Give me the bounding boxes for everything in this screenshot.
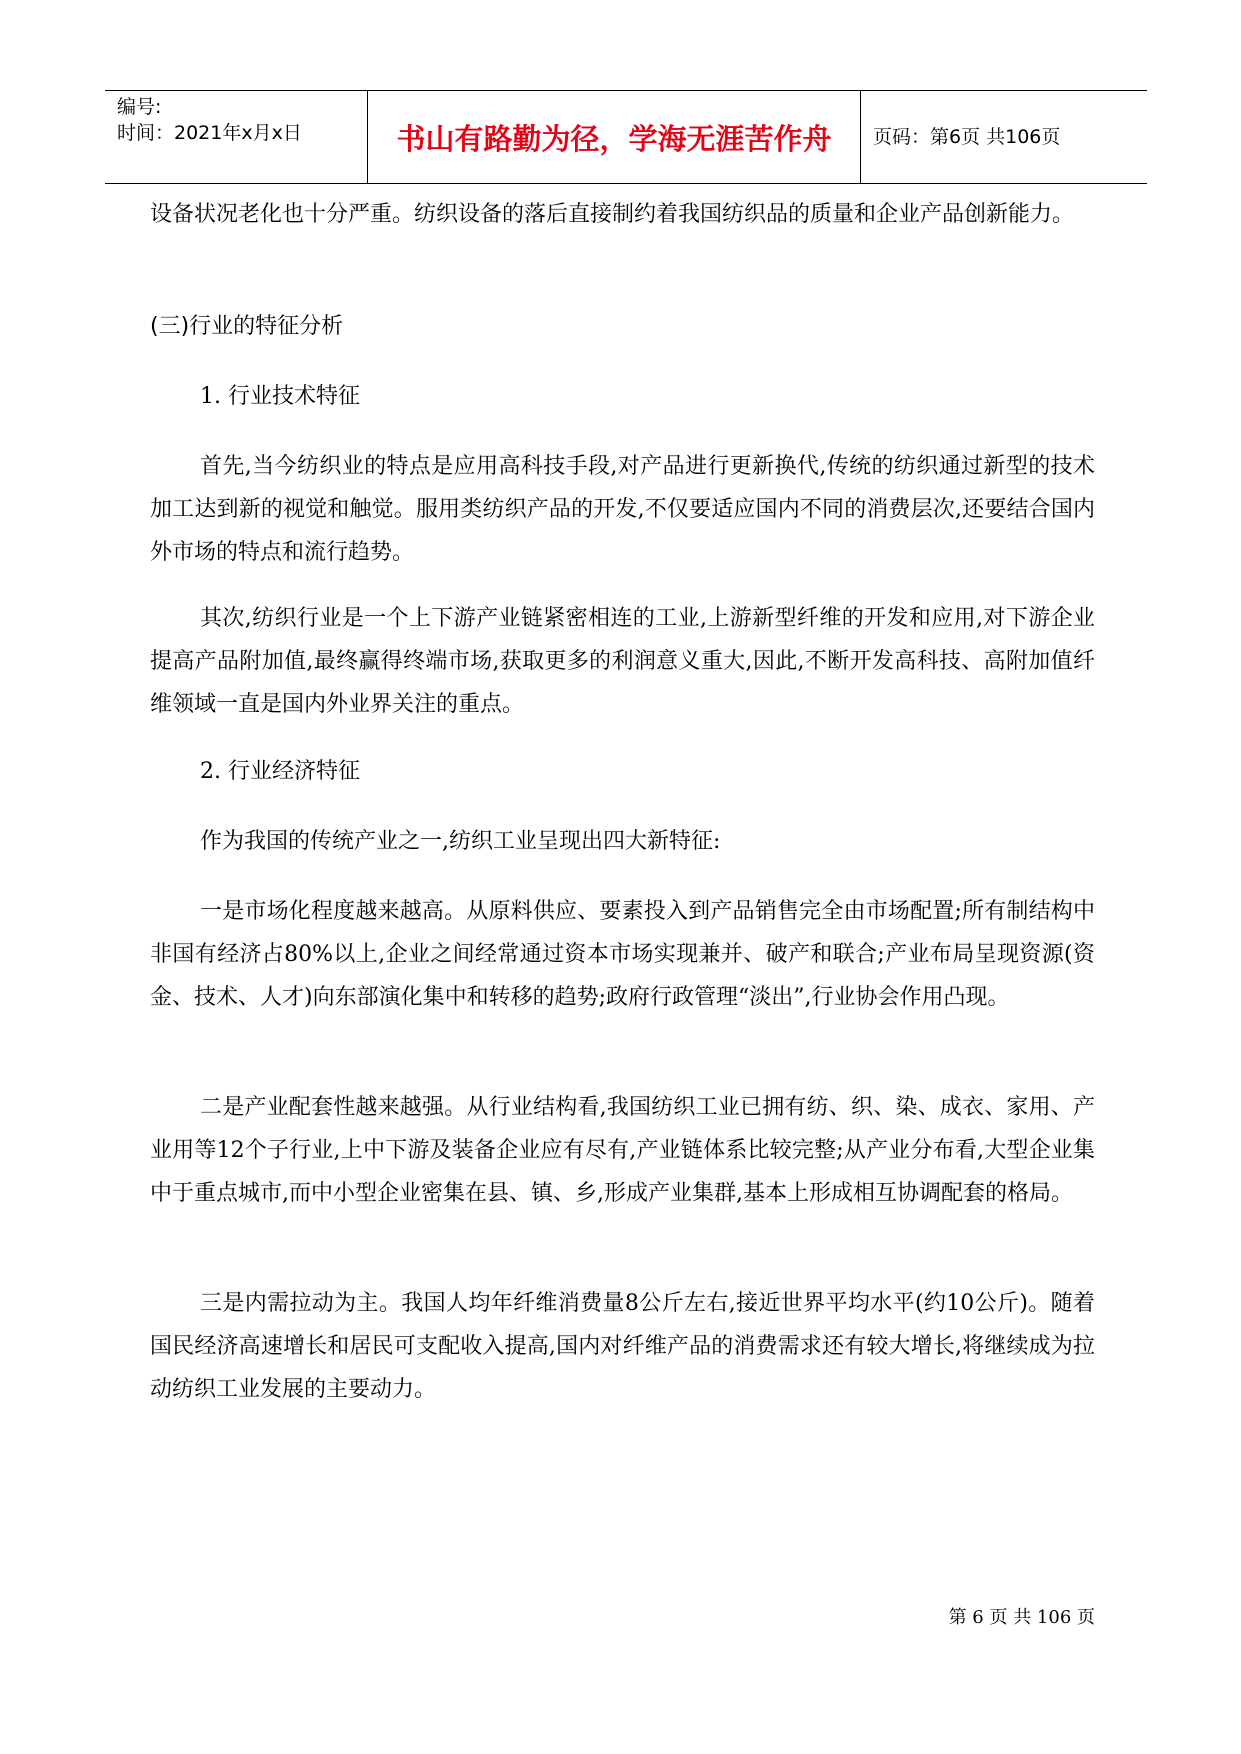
paragraph-econ-domestic-demand: 三是内需拉动为主。我国人均年纤维消费量8公斤左右,接近世界平均水平(约10公斤)。随着国民经济高速增长和居民可支配收入提高,国内对纤维产品的消费需求还有较大增长,将继续成为拉动纺织工业发展的主要动力。: [150, 1291, 1095, 1402]
paragraph-tech-second: 其次,纺织行业是一个上下游产业链紧密相连的工业,上游新型纤维的开发和应用,对下游企业提高产品附加值,最终赢得终端市场,获取更多的利润意义重大,因此,不断开发高科技、高附加值纤维领域一直是国内外业界关注的重点。: [150, 606, 1095, 717]
paragraph-econ-supporting: 二是产业配套性越来越强。从行业结构看,我国纺织工业已拥有纺、织、染、成衣、家用、产业用等12个子行业,上中下游及装备企业应有尽有,产业链体系比较完整;从产业分布看,大型企业集中于重点城市,而中小型企业密集在县、镇、乡,形成产业集群,基本上形成相互协调配套的格局。: [150, 1095, 1095, 1206]
time-label: 时间：2021年x月x日: [117, 122, 302, 144]
header-page-info: 页码：第6页 共106页: [873, 126, 1061, 148]
subheading-econ-features: 2. 行业经济特征: [200, 759, 360, 784]
page-footer: 第 6 页 共 106 页: [948, 1607, 1095, 1628]
serial-number-label: 编号:: [117, 96, 162, 118]
header-meta-cell: [105, 91, 368, 183]
header-motto-cell: [368, 91, 861, 183]
header-motto: 书山有路勤为径，学海无涯苦作舟: [396, 122, 832, 156]
paragraph-tech-first: 首先,当今纺织业的特点是应用高科技手段,对产品进行更新换代,传统的纺织通过新型的技术加工达到新的视觉和触觉。服用类纺织产品的开发,不仅要适应国内不同的消费层次,还要结合国内外市场的特点和流行趋势。: [150, 454, 1095, 565]
document-header: [105, 90, 1147, 184]
paragraph-equipment: 设备状况老化也十分严重。纺织设备的落后直接制约着我国纺织品的质量和企业产品创新能力。: [150, 202, 1075, 227]
header-page-cell: [861, 91, 1147, 183]
paragraph-econ-market: 一是市场化程度越来越高。从原料供应、要素投入到产品销售完全由市场配置;所有制结构中非国有经济占80%以上,企业之间经常通过资本市场实现兼并、破产和联合;产业布局呈现资源(资金、技术、人才)向东部演化集中和转移的趋势;政府行政管理“淡出”,行业协会作用凸现。: [150, 899, 1095, 1010]
section-heading-industry-features: (三)行业的特征分析: [150, 314, 344, 339]
subheading-tech-features: 1. 行业技术特征: [200, 384, 360, 409]
paragraph-econ-intro: 作为我国的传统产业之一,纺织工业呈现出四大新特征:: [200, 829, 721, 854]
